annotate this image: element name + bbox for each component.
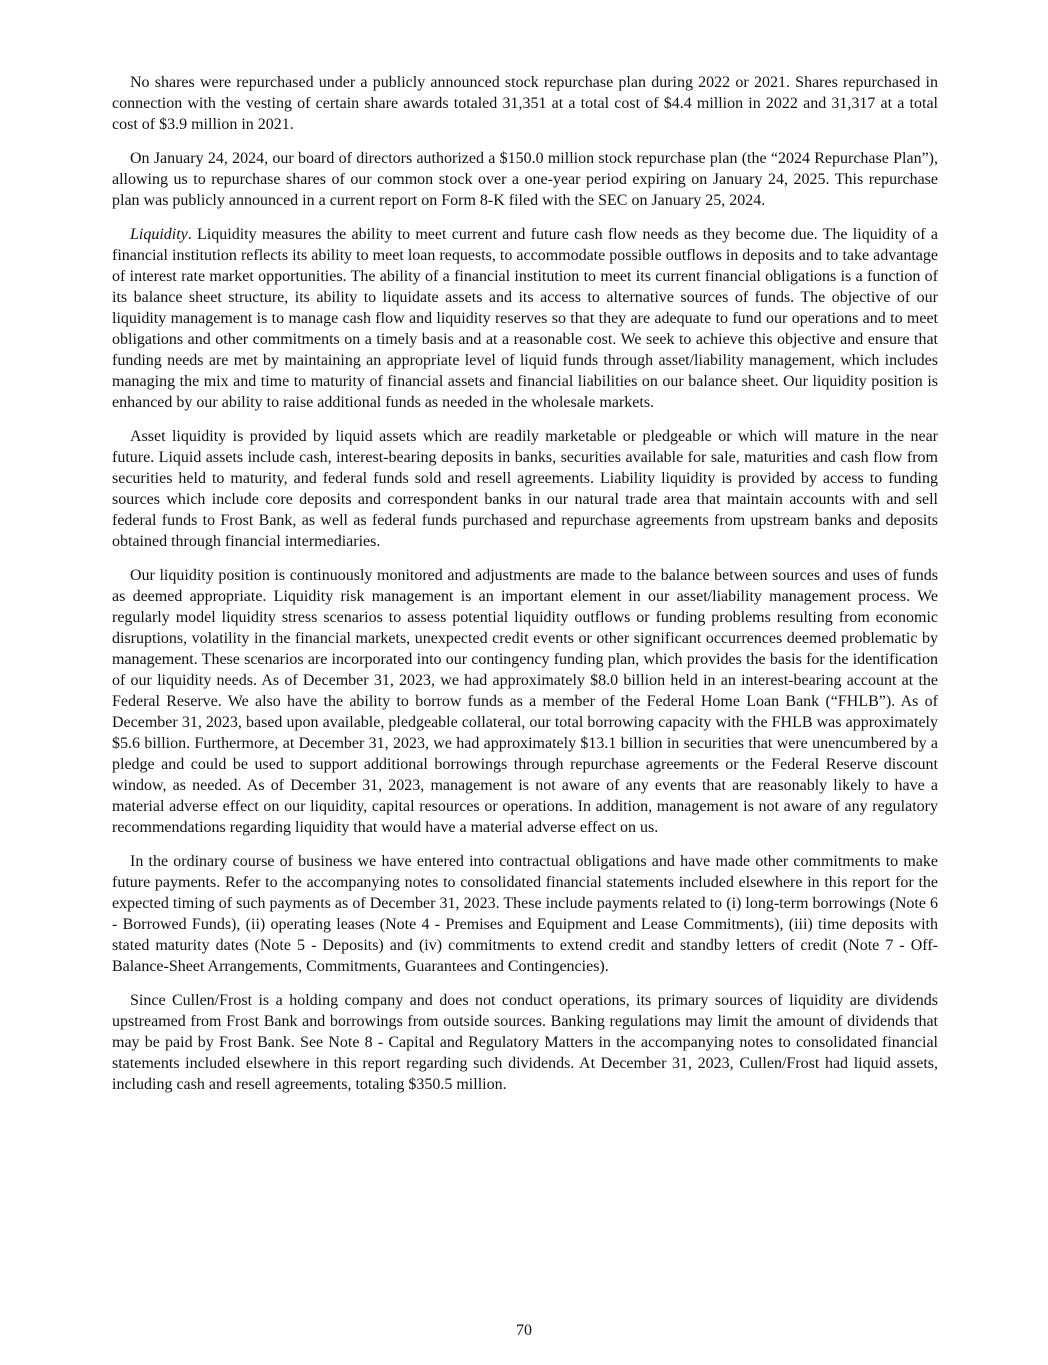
document-body: [112, 72, 938, 1108]
liquidity-text: . Liquidity measures the ability to meet current and future cash flow needs as they become due. The liquidity of a financial institution reflects its ability to meet loan requests, to accommodate possible outflows in deposits and to take advantage of interest rate market opportunities. The ability of a financial institution to meet its current financial obligations is a function of its balance sheet structure, its ability to liquidate assets and its access to alternative sources of funds. The objective of our liquidity management is to manage cash flow and liquidity reserves so that they are adequate to fund our operations and to meet obligations and other commitments on a timely basis and at a reasonable cost. We seek to achieve this objective and ensure that funding needs are met by maintaining an appropriate level of liquid funds through asset/liability management, which includes managing the mix and time to maturity of financial assets and financial liabilities on our balance sheet. Our liquidity position is enhanced by our ability to raise additional funds as needed in the wholesale markets.: [112, 226, 938, 411]
liquidity-heading: Liquidity: [130, 226, 188, 243]
paragraph-contractual-obligations: In the ordinary course of business we have entered into contractual obligations and have made other commitments to make future payments. Refer to the accompanying notes to consolidated financial statements included elsewhere in this report for the expected timing of such payments as of December 31, 2023. These include payments related to (i) long-term borrowings (Note 6 - Borrowed Funds), (ii) operating leases (Note 4 - Premises and Equipment and Lease Commitments), (iii) time deposits with stated maturity dates (Note 5 - Deposits) and (iv) commitments to extend credit and standby letters of credit (Note 7 - Off-Balance-Sheet Arrangements, Commitments, Guarantees and Contingencies).: [112, 853, 938, 975]
paragraph-holding-company: Since Cullen/Frost is a holding company and does not conduct operations, its primary sources of liquidity are dividends upstreamed from Frost Bank and borrowings from outside sources. Banking regulations may limit the amount of dividends that may be paid by Frost Bank. See Note 8 - Capital and Regulatory Matters in the accompanying notes to consolidated financial statements included elsewhere in this report regarding such dividends. At December 31, 2023, Cullen/Frost had liquid assets, including cash and resell agreements, totaling $350.5 million.: [112, 992, 938, 1093]
paragraph-liquidity-monitoring: Our liquidity position is continuously monitored and adjustments are made to the balance between sources and uses of funds as deemed appropriate. Liquidity risk management is an important element in our asset/liability management process. We regularly model liquidity stress scenarios to assess potential liquidity outflows or funding problems resulting from economic disruptions, volatility in the financial markets, unexpected credit events or other significant occurrences deemed problematic by management. These scenarios are incorporated into our contingency funding plan, which provides the basis for the identification of our liquidity needs. As of December 31, 2023, we had approximately $8.0 billion held in an interest-bearing account at the Federal Reserve. We also have the ability to borrow funds as a member of the Federal Home Loan Bank (“FHLB”). As of December 31, 2023, based upon available, pledgeable collateral, our total borrowing capacity with the FHLB was approximately $5.6 billion. Furthermore, at December 31, 2023, we had approximately $13.1 billion in securities that were unencumbered by a pledge and could be used to support additional borrowings through repurchase agreements or the Federal Reserve discount window, as needed. As of December 31, 2023, management is not aware of any events that are reasonably likely to have a material adverse effect on our liquidity, capital resources or operations. In addition, management is not aware of any regulatory recommendations regarding liquidity that would have a material adverse effect on us.: [112, 567, 938, 836]
paragraph-share-repurchases: No shares were repurchased under a publicly announced stock repurchase plan during 2022 or 2021. Shares repurchased in connection with the vesting of certain share awards totaled 31,351 at a total cost of $4.4 million in 2022 and 31,317 at a total cost of $3.9 million in 2021.: [112, 74, 938, 133]
page-number: 70: [516, 1322, 532, 1339]
paragraph-asset-liquidity: Asset liquidity is provided by liquid assets which are readily marketable or pledgeable or which will mature in the near future. Liquid assets include cash, interest-bearing deposits in banks, securities available for sale, maturities and cash flow from securities held to maturity, and federal funds sold and resell agreements. Liability liquidity is provided by access to funding sources which include core deposits and correspondent banks in our natural trade area that maintain accounts with and sell federal funds to Frost Bank, as well as federal funds purchased and repurchase agreements from upstream banks and deposits obtained through financial intermediaries.: [112, 428, 938, 550]
paragraph-2024-repurchase-plan: On January 24, 2024, our board of directors authorized a $150.0 million stock repurchase plan (the “2024 Repurchase Plan”), allowing us to repurchase shares of our common stock over a one-year period expiring on January 24, 2025. This repurchase plan was publicly announced in a current report on Form 8-K filed with the SEC on January 25, 2024.: [112, 150, 938, 209]
paragraph-liquidity: [112, 224, 938, 413]
